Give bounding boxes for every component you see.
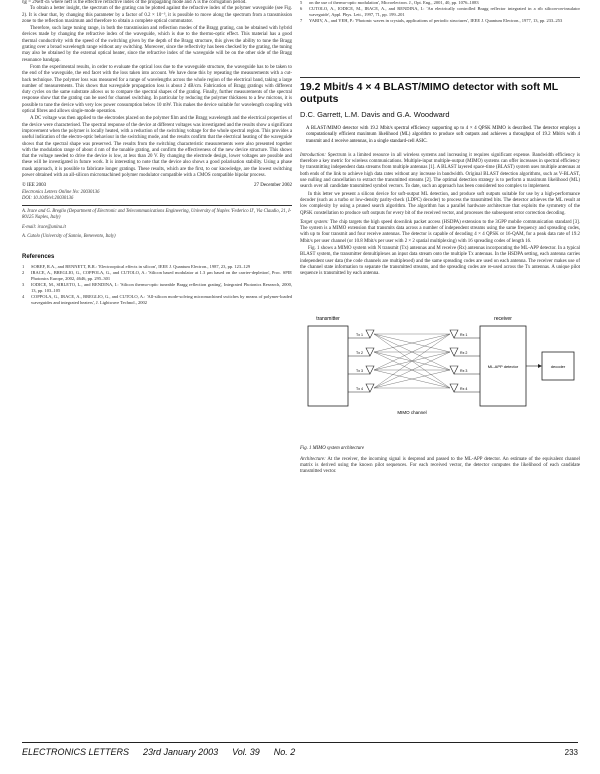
architecture-paragraph: [300, 457, 580, 476]
reference-text: on the use of thermo-optic modulation', Microelectron. J., Opt. Eng., 2001, 40, pp. 1076–1083: [309, 0, 479, 5]
detector-label: ML-APP detector: [487, 363, 519, 369]
reference-text: COPPOLA, G., IRACE, A., BREGLIO, G., and CUTOLO, A.: 'All-silicon mode-solving micromachined switches by means of polymer-loaded waveguides and integrated heaters', J. Lightwave Technol., 2002: [31, 294, 292, 306]
section-label: Introduction:: [300, 152, 326, 158]
doi: DOI: 10.1049/el:20030136: [22, 196, 74, 202]
tx-label: Tx 4: [356, 386, 363, 391]
abstract: A BLAST/MIMO detector with 19.2 Mbit/s spectral efficiency supporting up to 4 × 4 QPSK MIMO is described. The detector employs a computationally efficient maximum likelihood (ML) algorithm to produce soft outputs and achieves a throughput of 19.2 Mbit/s with 4 transmit and 4 receive antennas, in a single standard-cell ASIC.: [306, 126, 580, 144]
email: E-mail: irace@unina.it: [22, 224, 66, 230]
divider: [300, 77, 580, 78]
received-date: 27 December 2002: [253, 183, 292, 189]
decoder-label: decoder: [550, 363, 566, 369]
page-number: 233: [564, 747, 578, 757]
body-paragraph: From the experimental results, in order to evaluate the optical loss due to the waveguide structure, the waveguide has to be taken to the end of the waveguide, the end facet with the loss taken into account. We have done this by repeating the measurements with a cut-back technique. The polymer loss was measured for a range of wavelengths across the whole region of the electrical band, taking a large number of measurements. This shows that waveguide propagation loss is about 2 dB/cm. Fabrication of Bragg gratings with different duty cycles on the same substrate allows us to compare the spectral shapes of the grating. Finally, further measurements of the spectral response show that the grating can be used for channel switching. In particular by reducing the polymer thickness to a few microns, it is possible to tune the device with very low power consumption below 10 mW. This makes the device suitable for wavelength coupling with optical fibres and allows single-mode operation.: [22, 64, 292, 115]
rx-label: Rx 4: [460, 386, 468, 391]
affiliation-2: A. Cutolo (University of Sannio, Benevento, Italy): [22, 233, 116, 239]
target-text: The chip targets the high speed downlink packet access (HSDPA) extension to the 3GPP mobile communication standard [3]. The system is a MIMO extension that transmits data across a number of independent streams using the same frequency and spreading codes, with up to four transmit and four receive antennas. The detector is capable of decoding 4 × 4 QPSK or 16-QAM, for a peak data rate of 19.2 Mbit/s per user channel (or 10.8 Mbit/s per user with 2 × 2 spatial multiplexing) with 16 spreading codes of length 16.: [300, 219, 580, 244]
figure-caption: Fig. 1 MIMO system architecture: [300, 445, 364, 451]
channel-paths: [374, 334, 450, 388]
issue-number: No. 2: [273, 747, 296, 757]
reference-item: [300, 18, 580, 24]
mimo-diagram: [300, 286, 580, 444]
architecture-text: At the receiver, the incoming signal is despread and passed to the ML-APP detector. An estimate of the equivalent channel matrix is derived using the known pilot sequences. For each received vector, the detector computes the likelihood of each candidate transmitted vector.: [300, 456, 580, 475]
left-column: [22, 0, 292, 738]
online-number: Electronics Letters Online No: 20030136: [22, 189, 100, 195]
reference-list-continued: [300, 0, 580, 24]
target-paragraph-2: Fig. 1 shows a MIMO system with N transmit (Tx) antennas and M receive (Rx) antennas incorporating the ML-APP detector. In a typical BLAST system, the transmitter demultiplexes an input data stream onto the multiple Tx antennas. In the HSDPA setting, each antenna carries independent user data (the code channels are multiplexed) and the same spreading codes are used on each antenna. The receiver makes use of the channel state information to separate the transmitted streams, and the spreading codes are re-used across the Tx antennas. A unique pilot sequence is transmitted by each antenna.: [300, 246, 580, 277]
reference-text: SOREF, R.A., and BENNETT, B.R.: 'Electrooptical effects in silicon', IEEE J. Quantum Electron., 1987, 23, pp. 123–129: [31, 264, 251, 270]
tx-antennas: [348, 330, 374, 392]
reference-text: CUTOLO, A., IODICE, M., IRACE, A., and RENDINA, I.: 'An electrically controlled Bragg reflector integrated in a rib silicon-on-insulator waveguide', Appl. Phys. Lett., 1997, 71, pp. 199–201: [309, 6, 580, 17]
article-authors: D.C. Garrett, L.M. Davis and G.A. Woodward: [300, 110, 450, 119]
reference-number: 4: [22, 294, 25, 300]
reference-item: [300, 6, 580, 18]
reference-item: [22, 282, 292, 294]
right-column: [300, 0, 580, 738]
tx-label: Tx 2: [356, 350, 363, 355]
receiver-label: receiver: [494, 315, 512, 322]
body-paragraph: Therefore, such large tuning range, in both the transmission and reflection modes of the Bragg grating, can be obtained with hybrid devices made by changing the refractive index of the waveguide, which is due to the thermo-optic effect. This material has a good thermal conductivity with the speed of the switching given by the depth of the Bragg structure, this gives the ability to tune the Bragg grating over a broad wavelength range without any switching. Moreover, since the reflectivity has been checked by the grating, the tuning may also be obtained by the external optical heater, since the refractive index of the waveguide will be on the other side of the Bragg resonance bandgap.: [22, 26, 292, 63]
body-paragraph: To obtain a better insight, the spectrum of the grating can be plotted against the refractive index of the polymer waveguide (see Fig. 2). It is clear that, by changing this parameter by a factor of 0.2 × 10⁻³, it is possible to move along the spectrum from a transmission zone to the reflection maximum and therefore to obtain a complete optical commutator.: [22, 6, 292, 24]
tx-label: Tx 1: [356, 332, 363, 337]
intro-paragraph-2: In this letter we present a silicon device for soft-output ML detection, and produce soft outputs suitable for use by a high-performance decoder (such as a turbo or low-density parity-check (LDPC) decoder) to process the transmitted bits. The detector achieves the ML result at low complexity by using a pruned search algorithm. The algorithm has a parallel hardware architecture that exploits the symmetry of the QPSK constellation to produce soft outputs for every bit of the received vector, and processes the subsequent error correction decoding.: [300, 191, 580, 216]
reference-text: IRACE, A., BREGLIO, G., COPPOLA, G., and CUTOLO, A.: 'Silicon based modulator at 1.3 μm based on the carrier-depletion', Proc. SPIE Photonics Europe, 2002, 4646, pp. 295–301: [31, 270, 292, 282]
body-paragraph: A DC voltage was then applied to the electrodes placed on the polymer film and the Bragg wavelength and the electrical properties of the device were characterised. The spectral response of the device at different voltages was investigated and the results show a significant improvement when the polymer is locally heated, with a reduction of the switching voltage for the whole spectral region. This provides a useful indication of the electro-optic behaviour in the switching mode, and the results confirm that the electrical heating of the waveguide shows that the spectral shape was preserved. The results from the switching characteristic measurements were also presented together with the modulation range of about 4 nm of the tunable grating, and confirm the effectiveness of the new device structure. This shows that the voltage needed to drive the device is low, at less than 20 V. By changing the electrode design, lower voltages are possible and these will be investigated in future work. It is interesting to note that the device also shows a good polarisation stability. Using a phase mask approach, it is possible to fabricate longer gratings. These results, which are the first, to our knowledge, are the lowest switching power obtained with an all-silicon micromachined polymer modulator compatible with a CMOS compatible bipolar process.: [22, 116, 292, 179]
target-paragraph: [300, 220, 580, 245]
intro-paragraph: [300, 153, 580, 191]
issue-date: 23rd January 2003: [143, 747, 219, 757]
transmitter-block: [308, 326, 348, 406]
rx-label: Rx 2: [460, 350, 468, 355]
transmitter-label: transmitter: [316, 315, 340, 322]
journal-name: ELECTRONICS LETTERS: [22, 747, 130, 757]
rx-label: Rx 3: [460, 368, 468, 373]
reference-text: IODICE, M., SIRLETO, L., and RENDINA, I.: 'Silicon thermo-optic tuneable Bragg reflection grating', Integrated Photonics Research, 2000, 13, pp. 103–105: [31, 282, 292, 294]
reference-number: 1: [22, 264, 25, 270]
tx-label: Tx 3: [356, 368, 363, 373]
reference-list: [22, 264, 292, 306]
reference-text: YARIV, A., and YEH, P.: 'Photonic waves in crystals, applications of periodic structures', IEEE J. Quantum Electron., 1977, 13, pp. 233–253: [309, 18, 563, 23]
references-heading: References: [22, 254, 55, 261]
reference-number: 5: [300, 0, 303, 5]
page-footer: [22, 742, 578, 761]
reference-number: 7: [300, 18, 303, 23]
rx-antennas: [450, 330, 480, 392]
affiliation: A. Irace and G. Breglio (Department of Electronic and Telecommunications Engineering, University of Naples 'Federico II', Via Claudio, 21, I-80125 Naples, Italy): [22, 209, 292, 221]
article-title: 19.2 Mbit/s 4 × 4 BLAST/MIMO detector with soft ML outputs: [300, 81, 558, 105]
reference-item: [22, 294, 292, 306]
section-label: Architecture:: [300, 456, 326, 462]
reference-number: 3: [22, 282, 25, 288]
body-paragraph: ηg = 2Neff·dλ where neff is the effective refractive index of the propagating mode and Λ is the corrugation period.: [22, 0, 247, 5]
intro-text: Spectrum is a limited resource in all wireless systems and increasing it requires significant expense. Bandwidth efficiency is therefore a key metric for wireless communications. Multiple-input multiple-output (MIMO) systems can offer increases in spectral efficiency by transmitting independent data streams from multiple antennas [1]. A BLAST layered space-time (BLAST) system uses multiple antennas at both ends of the link to achieve high data rates without any increase in bandwidth. Original BLAST detection algorithms, such as V-BLAST, use nulling and cancellation to extract the transmitted streams [2]. The optimal detection strategy is to perform a maximum likelihood (ML) search over all candidate transmitted symbol vectors. To date, such an approach has been considered too complex to implement.: [300, 152, 580, 190]
rx-label: Rx 1: [460, 332, 468, 337]
reference-number: 2: [22, 270, 25, 276]
channel-label: MIMO channel: [397, 409, 427, 415]
reference-number: 6: [300, 6, 303, 11]
spacer: [300, 24, 580, 74]
section-label: Target system:: [300, 219, 329, 225]
reference-item: [22, 270, 292, 282]
divider: [22, 205, 292, 206]
figure-1: [300, 286, 580, 444]
copyright: © IEE 2003: [22, 183, 47, 189]
volume: Vol. 39: [232, 747, 260, 757]
